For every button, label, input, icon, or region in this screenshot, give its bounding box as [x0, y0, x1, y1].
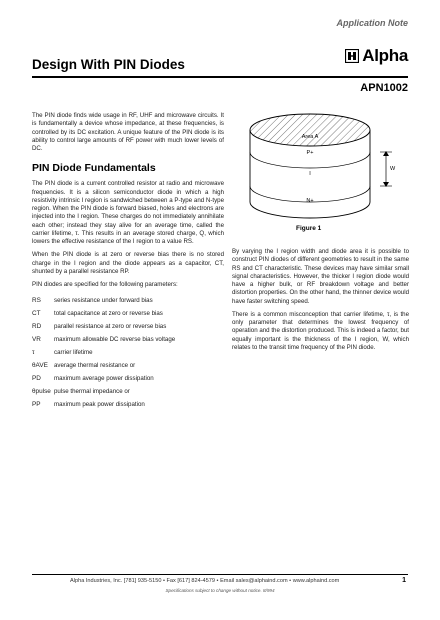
document-number: APN1002	[360, 82, 408, 94]
intro-paragraph: The PIN diode finds wide usage in RF, UHF and microwave circuits. It is fundamentally a device whose impedance, at these frequencies, is controlled by its DC excitation. A unique feature of the PIN diode is its ability to control large amounts of RF power with much lower levels of DC.	[32, 112, 224, 152]
parameter-symbol: VR	[32, 335, 41, 343]
parameter-symbol: PP	[32, 400, 41, 408]
parameter-row	[32, 333, 224, 346]
parameter-description: maximum allowable DC reverse bias voltage	[54, 335, 176, 343]
parameter-row	[32, 307, 224, 320]
pin-diode-diagram	[236, 110, 418, 230]
parameter-symbol: PD	[32, 374, 41, 382]
figure-caption: Figure 1	[296, 225, 322, 232]
right-column	[232, 248, 409, 357]
area-a-label: Area A	[301, 134, 319, 140]
app-note-label: Application Note	[336, 18, 408, 28]
parameter-symbol: RD	[32, 322, 42, 330]
document-title: Design With PIN Diodes	[32, 57, 185, 72]
alpha-logo-icon	[345, 49, 359, 63]
parameter-row	[32, 294, 224, 307]
fundamentals-paragraph-2: When the PIN diode is at zero or reverse bias there is no stored charge in the I region and the diode appears as a capacitor, CT, shunted by a parallel resistance RP.	[32, 251, 224, 275]
alpha-logo	[345, 46, 408, 66]
parameter-list	[32, 294, 224, 411]
parameter-description: series resistance under forward bias	[54, 296, 153, 304]
footer-contact: Alpha Industries, Inc. [781] 935-5150 • Fax [617] 824-4579 • Email sales@alphaind.com • www.alphaind.com	[70, 578, 340, 584]
section-heading: PIN Diode Fundamentals	[32, 162, 156, 175]
header-rule	[32, 76, 408, 78]
p-layer-label: P+	[306, 150, 314, 156]
footer-spec-note: Specifications subject to change without notice. 8/994	[165, 588, 275, 593]
parameter-row	[32, 385, 224, 398]
left-column	[32, 112, 224, 411]
area-a-top-face	[250, 114, 370, 146]
parameter-description: pulse thermal impedance or	[54, 387, 130, 395]
parameter-description: total capacitance at zero or reverse bias	[54, 309, 163, 317]
parameter-description: carrier lifetime	[54, 348, 93, 356]
fundamentals-paragraph-3: PIN diodes are specified for the following parameters:	[32, 281, 178, 288]
pin-diode-figure	[236, 110, 418, 230]
parameter-row	[32, 346, 224, 359]
parameter-row	[32, 359, 224, 372]
page-number: 1	[402, 577, 406, 584]
parameter-symbol: θAVE	[32, 361, 48, 369]
parameter-symbol: τ	[32, 348, 35, 356]
footer-rule	[32, 574, 408, 575]
parameter-description: maximum average power dissipation	[54, 374, 154, 382]
geometry-paragraph: By varying the I region width and diode area it is possible to construct PIN diodes of different geometries to result in the same RS and CT characteristic. These devices may have similar small signal characteristics. However, the thicker I region diode would have a higher bulk, or RF breakdown voltage and better distortion properties. On the other hand, the thinner device would have faster switching speed.	[232, 248, 409, 305]
i-region-label: I	[309, 171, 311, 177]
parameter-row	[32, 320, 224, 333]
parameter-row	[32, 398, 224, 411]
width-label: W	[390, 166, 396, 172]
parameter-description: average thermal resistance or	[54, 361, 136, 369]
parameter-symbol: RS	[32, 296, 41, 304]
parameter-description: parallel resistance at zero or reverse bias	[54, 322, 167, 330]
lifetime-paragraph: There is a common misconception that carrier lifetime, τ, is the only parameter that determines the lowest frequency of operation and the distortion produced. This is indeed a factor, but equally important is the thickness of the I region, W, which relates to the transit time frequency of the PIN diode.	[232, 310, 409, 351]
parameter-symbol: CT	[32, 309, 41, 317]
n-layer-label: N+	[306, 198, 314, 204]
fundamentals-paragraph-1: The PIN diode is a current controlled resistor at radio and microwave frequencies. It is a silicon semiconductor diode in which a high resistivity intrinsic I region is sandwiched between a P-type and N-type region. When the PIN diode is forward biased, holes and electrons are injected into the I region. These charges do not immediately annihilate each other; instead they stay alive for an average time, called the carrier lifetime, τ. This results in an average stored charge, Q, which lowers the effective resistance of the I region to a value RS.	[32, 180, 224, 245]
parameter-description: maximum peak power dissipation	[54, 400, 145, 408]
brand-name: Alpha	[362, 46, 408, 65]
parameter-row	[32, 372, 224, 385]
parameter-symbol: θpulse	[32, 387, 51, 395]
